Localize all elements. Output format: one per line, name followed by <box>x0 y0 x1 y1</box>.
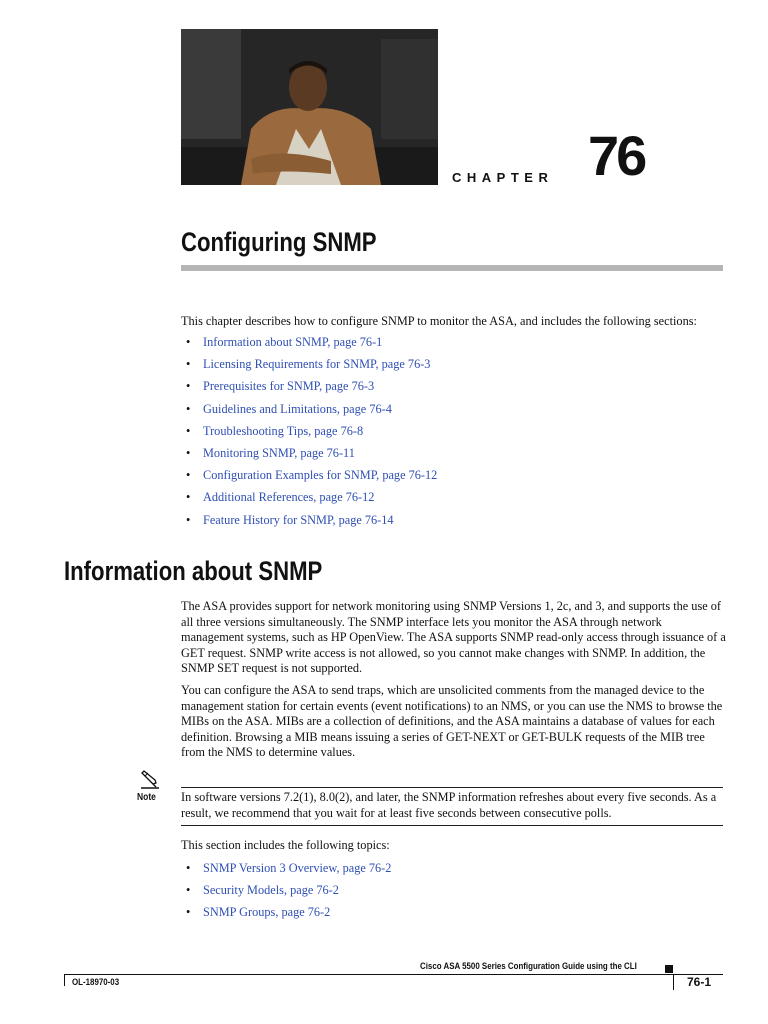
list-item: • Information about SNMP, page 76-1 <box>186 335 383 349</box>
topic-link-list <box>181 860 391 927</box>
person-photo-icon <box>181 29 438 185</box>
list-item: • SNMP Groups, page 76-2 <box>186 905 331 920</box>
footer-page-number: 76-1 <box>673 974 724 990</box>
list-item: • Additional References, page 76-12 <box>186 490 375 505</box>
link-monitoring-snmp[interactable]: Monitoring SNMP, page 76-11 <box>203 445 355 460</box>
footer-guide-title: Cisco ASA 5500 Series Configuration Guide using the CLI <box>420 961 637 971</box>
section-link-list <box>181 334 437 534</box>
note-top-rule <box>181 787 723 788</box>
list-item: • Monitoring SNMP, page 76-11 <box>186 445 355 460</box>
note-text: In software versions 7.2(1), 8.0(2), and later, the SNMP information refreshes about every five seconds. As a result, we recommend that you wait for at least five seconds between consecutive polls. <box>181 790 717 820</box>
list-item: • Prerequisites for SNMP, page 76-3 <box>186 379 375 394</box>
section-heading: Information about SNMP <box>64 556 323 586</box>
link-guidelines-and-limitations[interactable]: Guidelines and Limitations, page 76-4 <box>203 401 392 416</box>
link-troubleshooting-tips[interactable]: Troubleshooting Tips, page 76-8 <box>203 423 364 438</box>
footer-marker <box>665 965 673 973</box>
note-label: Note <box>137 792 156 803</box>
list-item: • Troubleshooting Tips, page 76-8 <box>186 423 364 438</box>
list-item: • Configuration Examples for SNMP, page 76-12 <box>186 468 438 483</box>
chapter-photo <box>181 29 438 185</box>
chapter-title: Configuring SNMP <box>181 227 377 257</box>
note-bottom-rule <box>181 825 723 826</box>
list-item: • Feature History for SNMP, page 76-14 <box>186 512 394 527</box>
footer-doc-number: OL-18970-03 <box>72 977 120 987</box>
topics-intro: This section includes the following topics: <box>181 838 390 852</box>
link-licensing-requirements[interactable]: Licensing Requirements for SNMP, page 76-3 <box>203 357 431 372</box>
link-snmp-groups[interactable]: SNMP Groups, page 76-2 <box>203 905 331 920</box>
footer-rule <box>64 974 723 975</box>
link-snmp-version-3-overview[interactable]: SNMP Version 3 Overview, page 76-2 <box>203 861 392 875</box>
chapter-label: CHAPTER <box>452 170 554 185</box>
body-paragraph: You can configure the ASA to send traps, which are unsolicited comments from the managed device to the management station for certain events (event notifications) to an NMS, or you can use the NMS to browse the MIBs on the ASA. MIBs are a collection of definitions, and the ASA maintains a database of values for each definition. Browsing a MIB means issuing a series of GET-NEXT or GET-BULK requests of the MIB tree from the NMS to determine values. <box>181 683 723 759</box>
title-rule <box>181 265 723 271</box>
intro-text: This chapter describes how to configure SNMP to monitor the ASA, and includes the following sections: <box>181 314 697 328</box>
list-item: • Security Models, page 76-2 <box>186 883 339 898</box>
link-prerequisites[interactable]: Prerequisites for SNMP, page 76-3 <box>203 379 375 394</box>
body-paragraph: The ASA provides support for network monitoring using SNMP Versions 1, 2c, and 3, and supports the use of all three versions simultaneously. The SNMP interface lets you monitor the ASA through network management systems, such as HP OpenView. The ASA supports SNMP read-only access through issuance of a GET request. SNMP write access is not allowed, so you cannot make changes with SNMP. In addition, the SNMP SET request is not supported. <box>181 599 726 675</box>
chapter-number: 76 <box>588 124 645 187</box>
link-feature-history[interactable]: Feature History for SNMP, page 76-14 <box>203 512 394 527</box>
list-item: • Licensing Requirements for SNMP, page 76-3 <box>186 357 431 372</box>
list-item: • Guidelines and Limitations, page 76-4 <box>186 401 392 416</box>
link-configuration-examples[interactable]: Configuration Examples for SNMP, page 76-12 <box>203 468 438 483</box>
footer-tick <box>64 974 65 986</box>
list-item: • SNMP Version 3 Overview, page 76-2 <box>186 861 392 875</box>
link-information-about-snmp[interactable]: Information about SNMP, page 76-1 <box>203 335 383 349</box>
link-additional-references[interactable]: Additional References, page 76-12 <box>203 490 375 505</box>
pencil-note-icon <box>139 770 161 790</box>
link-security-models[interactable]: Security Models, page 76-2 <box>203 883 339 898</box>
